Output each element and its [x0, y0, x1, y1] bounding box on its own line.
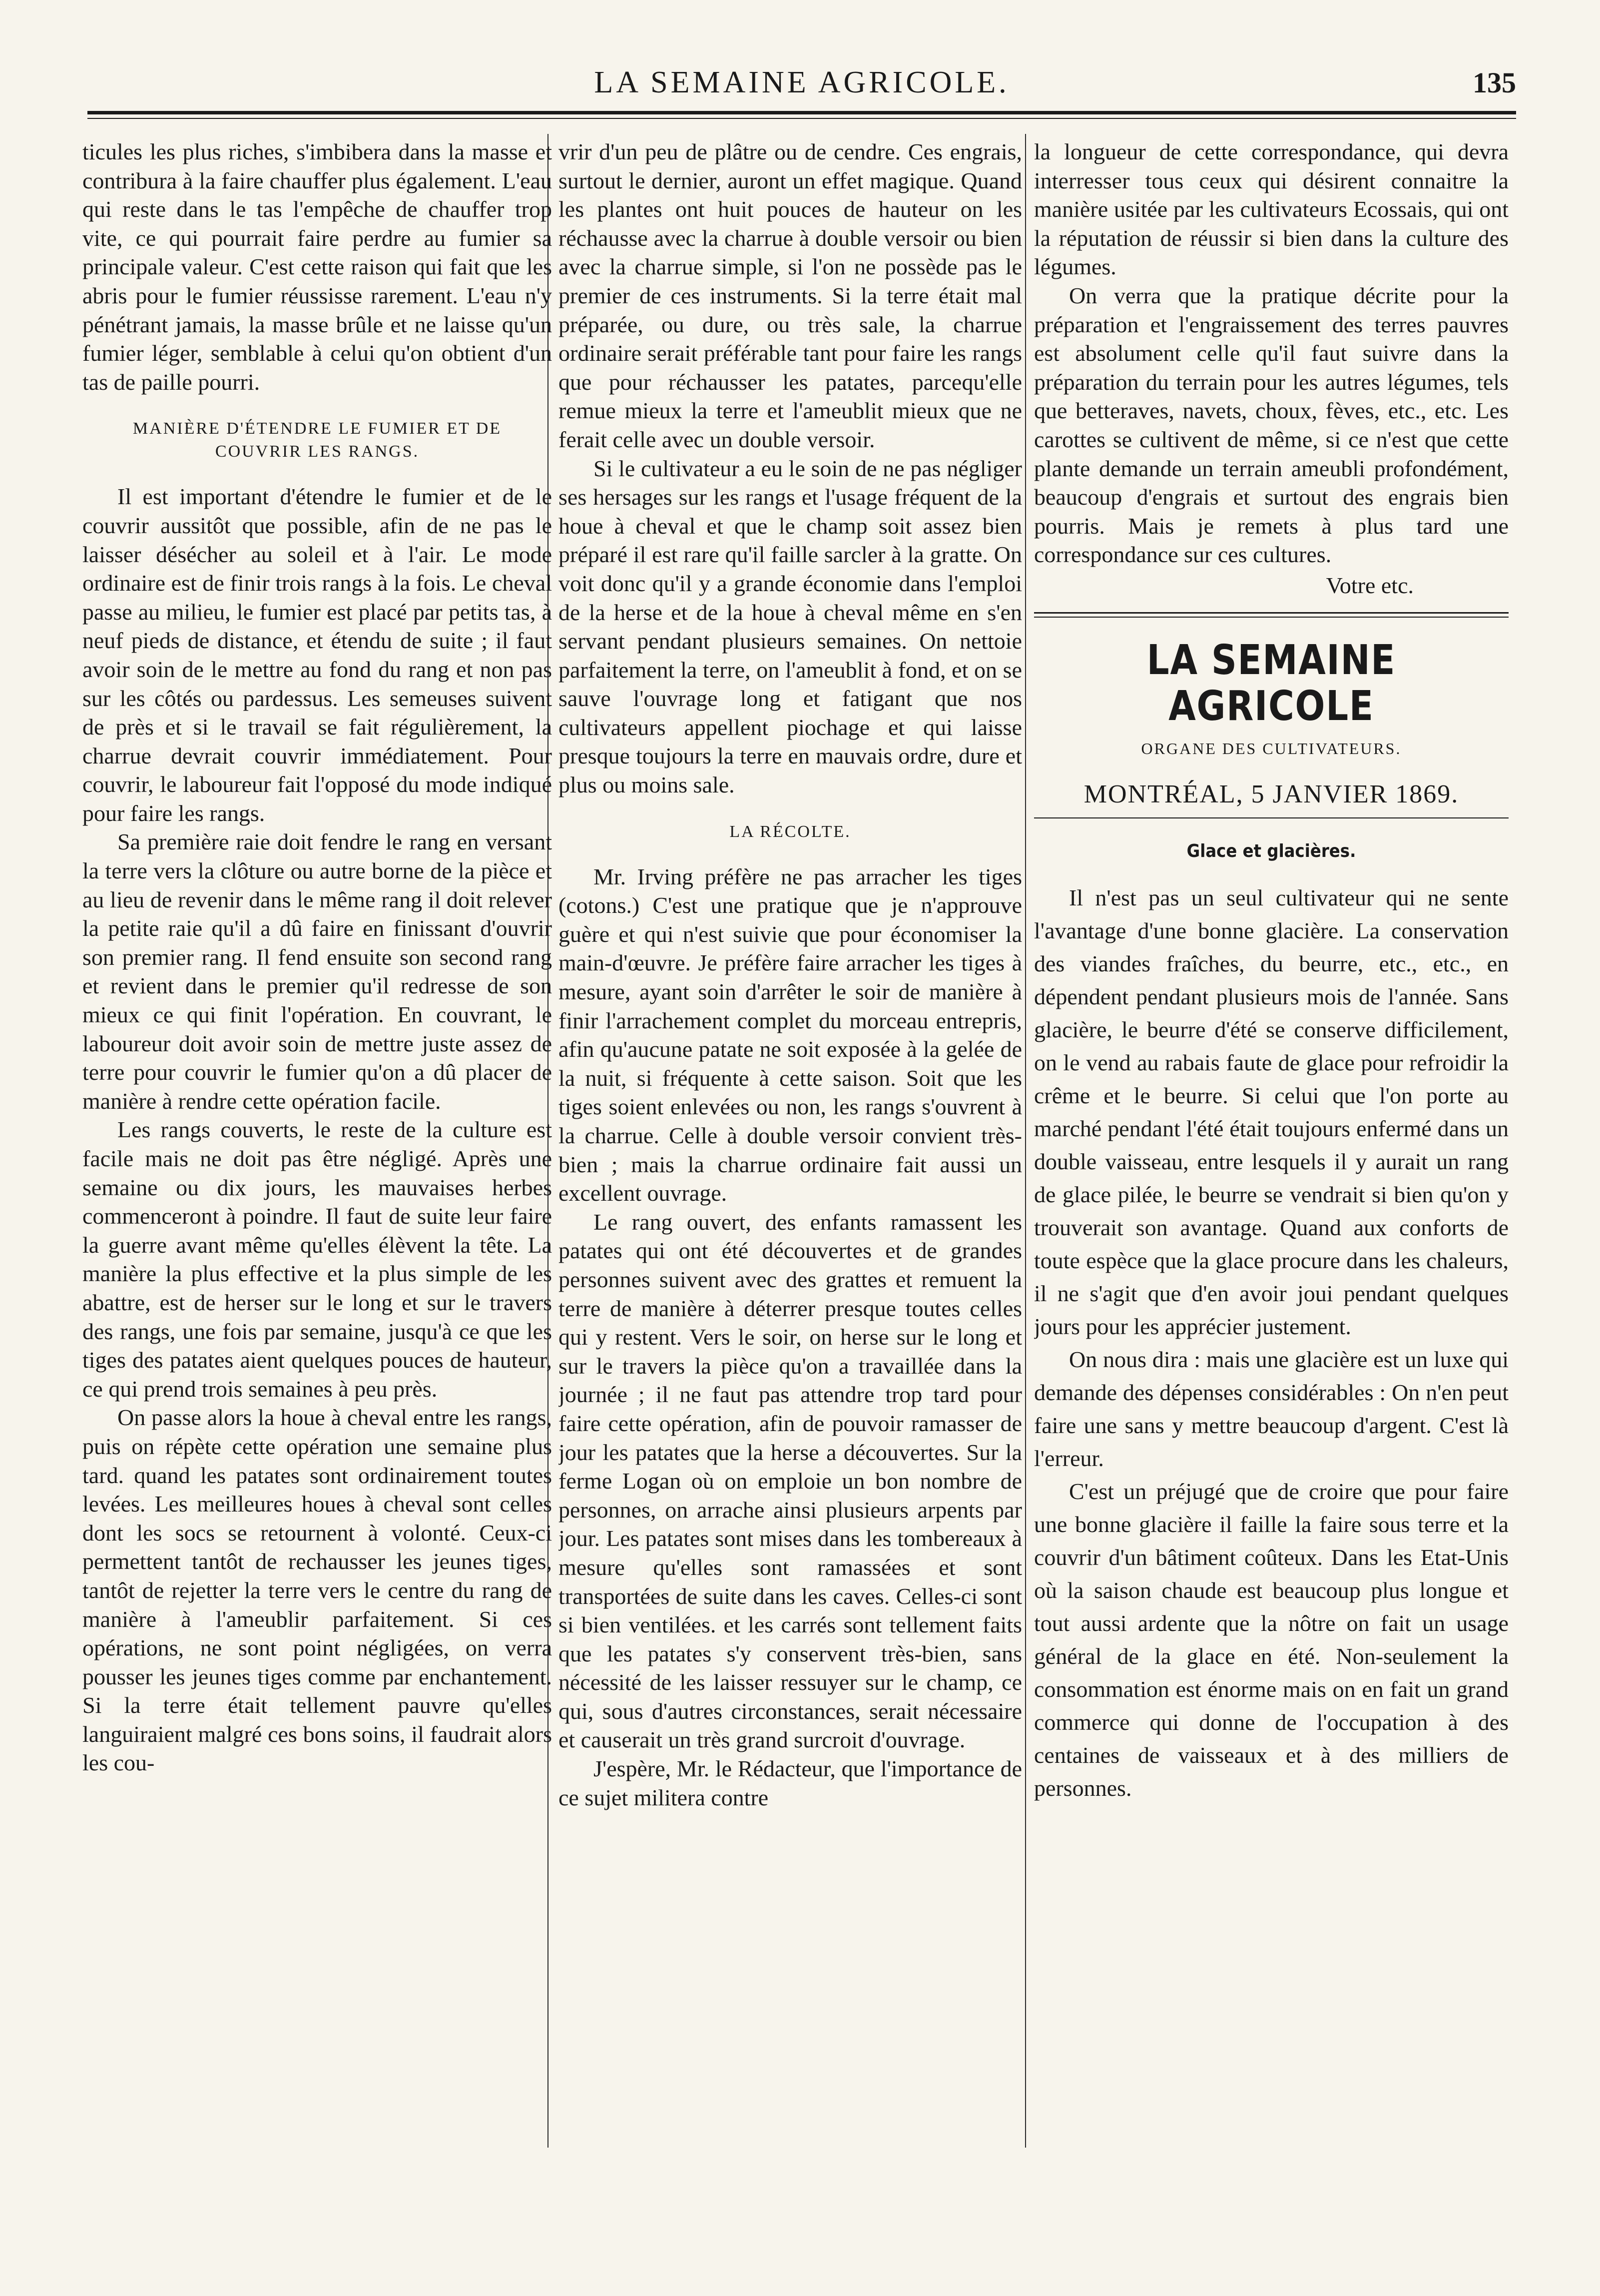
- paragraph: la longueur de cette correspondance, qui devra interresser tous ceux qui désirent connaitre la manière usitée par les cultivateurs Ecossais, qui ont la réputation de réussir si bien dans la culture des légumes.: [1034, 139, 1509, 280]
- running-title: LA SEMAINE AGRICOLE.: [594, 65, 1010, 99]
- paragraph: On verra que la pratique décrite pour la préparation et l'engraissement des terres pauvres est absolument celle qu'il faut suivre dans la préparation du terrain pour les autres légumes, tels que betteraves, navets, choux, fèves, etc., etc. Les carottes se cultivent de même, si ce n'est que cette plante demande un terrain ameubli profondément, beaucoup d'engrais et surtout des engrais bien pourris. Mais je remets à plus tard une correspondance sur ces cultures.: [1034, 282, 1509, 568]
- paragraph: Les rangs couverts, le reste de la culture est facile mais ne doit pas être négligé. Après une semaine ou dix jours, les mauvaises herbes commenceront à poindre. Il faut de suite leur faire la guerre avant même qu'elles élèvent la tête. La manière la plus effective et la plus simple de les abattre, est de herser sur le long et sur le travers des rangs, une fois par semaine, jusqu'à ce que les tiges des patates aient quelques pouces de hauteur, ce qui prend trois semaines à peu près.: [82, 1117, 552, 1402]
- paragraph: vrir d'un peu de plâtre ou de cendre. Ces engrais, surtout le dernier, auront un effet magique. Quand les plantes ont huit pouces de hauteur on les réchausse avec la charrue à double versoir ou bien avec la charrue simple, si l'on ne possède pas le premier de ces instruments. Si la terre était mal préparée, ou dure, ou très sale, la charrue ordinaire serait préférable tant pour faire les rangs que pour réchausser les patates, parcequ'elle remue mieux la terre et l'ameublit mieux que ne ferait celle avec un double versoir.: [558, 139, 1022, 452]
- paragraph: Sa première raie doit fendre le rang en versant la terre vers la clôture ou autre borne de la pièce et au lieu de revenir dans le même rang il doit relever la petite raie qu'il a dû faire en finissant d'ouvrir son premier rang. Il fend ensuite son second rang et revient dans le premier qu'il redresse de son mieux ce qui finit l'opération. En couvrant, le laboureur doit avoir soin de mettre juste assez de terre pour couvrir le fumier qu'on a dû placer de manière à rendre cette opération facile.: [82, 829, 552, 1114]
- paragraph: On nous dira : mais une glacière est un luxe qui demande des dépenses considérables : On n'en peut faire une sans y mettre beaucoup d'argent. C'est là l'erreur.: [1034, 1346, 1509, 1471]
- dateline-rule: [1034, 817, 1509, 818]
- paragraph: Le rang ouvert, des enfants ramassent les patates qui ont été découvertes et de grandes personnes suivent avec des grattes et remuent la terre de manière à déterrer presque toutes celles qui y restent. Vers le soir, on herse sur le long et sur le travers la pièce qu'on a travaillée dans la journée ; il ne faut pas attendre trop tard pour faire cette opération, afin de pouvoir ramasser de jour les patates que la herse a découvertes. Sur la ferme Logan où on emploie un bon nombre de personnes, on arrache ainsi plusieurs arpents par jour. Les patates sont mises dans les tombereaux à mesure qu'elles sont ramassées et sont transportées de suite dans les caves. Celles-ci sont si bien ventilées. et les carrés sont tellement faits que les patates s'y conservent très-bien, sans nécessité de les laisser ressuyer sur le champ, ce qui, sous d'autres circonstances, serait nécessaire et causerait un très grand surcroit d'ouvrage.: [558, 1209, 1022, 1753]
- masthead-subtitle: ORGANE DES CULTIVATEURS.: [1141, 739, 1402, 758]
- column-3: [1034, 137, 1509, 2131]
- header-rule: [87, 111, 1516, 114]
- section-heading: MANIÈRE D'ÉTENDRE LE FUMIER ET DE COUVRIR LES RANGS.: [132, 419, 502, 461]
- article-title: Glace et glacières.: [1186, 840, 1356, 861]
- section-heading: LA RÉCOLTE.: [729, 822, 851, 841]
- masthead-rule-thin: [1034, 617, 1509, 618]
- paragraph: Il n'est pas un seul cultivateur qui ne sente l'avantage d'une bonne glacière. La conservation des viandes fraîches, du beurre, etc., etc., en dépendent pendant plusieurs mois de l'année. Sans glacière, le beurre d'été se conserve difficilement, on le vend au rabais faute de glace pour refroidir la crême et le beurre. Si celui que l'on porte au marché pendant l'été était toujours enfermé dans un double vaisseau, entre lesquels il y aurait un rang de glace pilée, le beurre se vendrait si bien qu'on y trouverait son avantage. Quand aux conforts de toute espèce que la glace procure dans les chaleurs, il ne s'agit que d'en avoir joui pendant quelques jours pour les apprécier justement.: [1034, 884, 1509, 1339]
- page-number: 135: [1473, 66, 1516, 99]
- paragraph: Il est important d'étendre le fumier et de le couvrir aussitôt que possible, afin de ne pas le laisser désécher au soleil et à l'air. Le mode ordinaire est de finir trois rangs à la fois. Le cheval passe au milieu, le fumier est placé par petits tas, à neuf pieds de distance, et étendu de suite ; il faut avoir soin de le mettre au fond du rang et non pas sur les côtés ou pardessus. Les semeuses suivent de près et si le travail se fait régulièrement, la charrue devrait couvrir immédiatement. Pour couvrir, le laboureur fait l'opposé du mode indiqué pour faire les rangs.: [82, 484, 552, 826]
- dateline: MONTRÉAL, 5 JANVIER 1869.: [1083, 779, 1459, 808]
- page-header: [87, 65, 1516, 105]
- paragraph: C'est un préjugé que de croire que pour faire une bonne glacière il faille la faire sous terre et la couvrir d'un bâtiment coûteux. Dans les Etat-Unis où la saison chaude est beaucoup plus longue et tout aussi ardente que la nôtre on fait un usage général de la glace en été. Non-seulement la consommation est énorme mais on en fait un grand commerce qui donne de l'occupation à des centaines de vaisseaux et à des milliers de personnes.: [1034, 1478, 1509, 1801]
- header-rule-thin: [87, 118, 1516, 119]
- masthead-title: LA SEMAINE AGRICOLE: [1146, 636, 1396, 730]
- paragraph: J'espère, Mr. le Rédacteur, que l'importance de ce sujet militera contre: [558, 1756, 1022, 1810]
- paragraph: On passe alors la houe à cheval entre les rangs, puis on répète cette opération une semaine plus tard. quand les patates sont ordinairement toutes levées. Les meilleures houes à cheval sont celles dont les socs se retournent à volonté. Ceux-ci permettent tantôt de rechausser les jeunes tiges, tantôt de rejetter la terre vers le centre du rang de manière à l'ameublir parfaitement. Si ces opérations, ne sont point négligées, on verra pousser les jeunes tiges comme par enchantement. Si la terre était tellement pauvre qu'elles languiraient malgré ces bons soins, il faudrait alors les cou-: [82, 1405, 552, 1776]
- paragraph: Si le cultivateur a eu le soin de ne pas négliger ses hersages sur les rangs et l'usage fréquent de la houe à cheval et que le champ soit assez bien préparé il est rare qu'il faille sarcler à la gratte. On voit donc qu'il y a grande économie dans l'emploi de la herse et de la houe à cheval même en s'en servant pendant plusieurs semaines. On nettoie parfaitement la terre, on l'ameublit à fond, et on se sauve l'ouvrage long et fatigant que nos cultivateurs appellent piochage et qui laisse presque toujours la terre en mauvais ordre, dure et plus ou moins sale.: [558, 455, 1022, 798]
- paragraph: ticules les plus riches, s'imbibera dans la masse et contribura à la faire chauffer plus également. L'eau qui reste dans le tas l'empêche de chauffer trop vite, ce qui pourrait faire perdre au fumier sa principale valeur. C'est cette raison qui fait que les abris pour le fumier réussisse rarement. L'eau n'y pénétrant jamais, la masse brûle et ne laisse qu'un fumier léger, semblable à celui qu'on obtient d'un tas de paille pourri.: [82, 139, 552, 395]
- column-1: [82, 137, 552, 2131]
- column-divider: [1025, 134, 1026, 2148]
- letter-signoff: Votre etc.: [1326, 572, 1414, 598]
- paragraph: Mr. Irving préfère ne pas arracher les tiges (cotons.) C'est une pratique que je n'approuve guère et qui n'est suivie que pour économiser la main-d'œuvre. Je préfère faire arracher les tiges à mesure, ayant soin d'arrêter le soir de manière à finir l'arrachement complet du morceau entrepris, afin qu'aucune patate ne soit exposée à la gelée de la nuit, si fréquente à cette saison. Soit que les tiges soient enlevées ou non, les rangs s'ouvrent à la charrue. Celle à double versoir convient très-bien ; mais la charrue ordinaire fait aussi un excellent ouvrage.: [558, 863, 1022, 1206]
- masthead-rule: [1034, 612, 1509, 614]
- column-2: [558, 137, 1022, 2131]
